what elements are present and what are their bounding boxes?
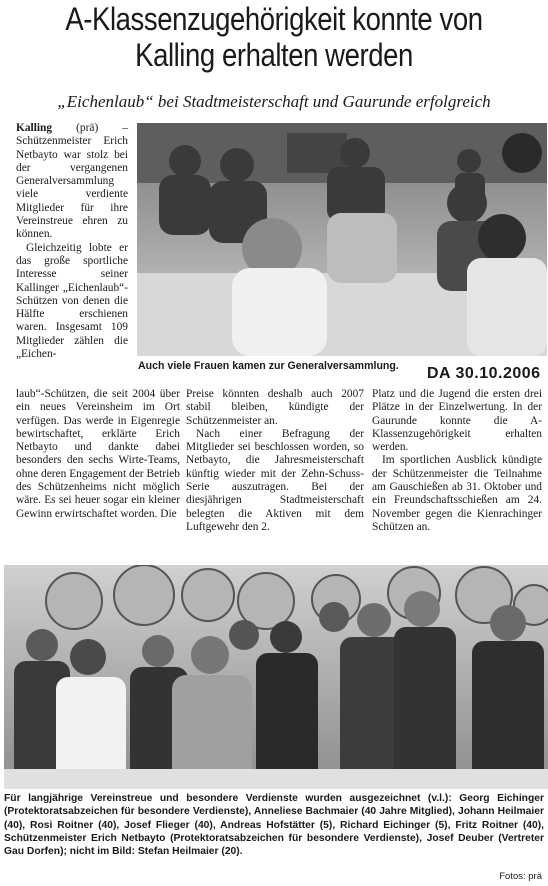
article-column-3 [372, 388, 542, 534]
photo-bottom-caption: Für langjährige Vereinstreue und besondere Verdienste wurden ausgezeichnet (v.l.): Georg Eichinger (Protektoratsabzeichen für besondere Verdienste), Anneliese Bachmaier (40 Jahre Mitglied), Johann Heilmaier (40), Rosi Roitner (40), Josef Flieger (40), Andreas Hofstätter (5), Richard Eichinger (5), Fritz Roitner (40), Schützenmeister Erich Netbayto (Protektoratsabzeichen für besondere Verdienste), Josef Deuber (Vertreter Gau Dorfen); nicht im Bild: Stefan Heilmaier (20). [4, 793, 544, 858]
article-paragraph: Im sportlichen Ausblick kündigte der Schützenmeister die Teilnahme am Gauschießen ab 31. Oktober und ein Freundschaftsschießen am 24. November gegen die Kienrachinger Schützen an. [372, 454, 542, 533]
photo-top-caption: Auch viele Frauen kamen zur Generalversammlung. [138, 360, 399, 372]
photo-general-assembly [137, 123, 547, 356]
article-lead [16, 122, 128, 242]
article-column-left [16, 122, 128, 361]
subheadline: „Eichenlaub“ bei Stadtmeisterschaft und Gaurunde erfolgreich [57, 92, 491, 111]
article-paragraph: Nach einer Befragung der Mitglieder sei beschlossen worden, so Netbayto, die Jahresmeisterschaft künftig wieder mit der Zehn-Schuss-Serie auszutragen. Bei der diesjährigen Stadtmeisterschaft belegten die Aktiven mit dem Luftgewehr den 2. [186, 427, 364, 533]
article-paragraph: Preise könnten deshalb auch 2007 stabil bleiben, kündigte der Schützenmeister an. [186, 388, 364, 427]
photo-general-assembly-image [137, 123, 547, 356]
photo-honorees-group-image [4, 565, 548, 789]
article-paragraph: Platz und die Jugend die ersten drei Plätze in der Einzelwertung. In der Gaurunde konnte die A-Klassenzugehörigkeit erhalten werden. [372, 388, 542, 454]
lead-text: (prä) – Schützenmeister Erich Netbayto war stolz bei der vergangenen Generalversammlung viele verdiente Mitglieder für ihre Vereinstreue ehren zu können. [16, 122, 128, 241]
headline-line-2: Kalling erhalten werden [135, 37, 413, 73]
dateline: Kalling [16, 122, 53, 134]
article-column-2 [186, 388, 364, 534]
date-stamp: DA 30.10.2006 [427, 365, 541, 382]
article-column-1 [16, 388, 180, 521]
article-paragraph: laub“-Schützen, die seit 2004 über ein neues Vereinsheim im Ort verfügen. Das werde in Eigenregie bewirtschaftet, erklärte Erich Netbayto und dankte dabei besonders den sechs Wirte-Teams, ohne deren Engagement der Betrieb des Schützenheims nicht möglich wäre. Es sei heuer sogar ein kleiner Gewinn erwirtschaftet worden. Die [16, 388, 180, 520]
photo-honorees-group [4, 565, 548, 789]
headline-line-1: A-Klassenzugehörigkeit konnte von [65, 1, 483, 37]
article-paragraph: Gleichzeitig lobte er das große sportliche Interesse seiner Kallinger „Eichenlaub“-Schützen von denen die Hälfte erschienen waren. Insgesamt 109 Mitglieder zählen die „Eichen- [16, 241, 128, 361]
photo-credit: Fotos: prä [499, 871, 542, 882]
